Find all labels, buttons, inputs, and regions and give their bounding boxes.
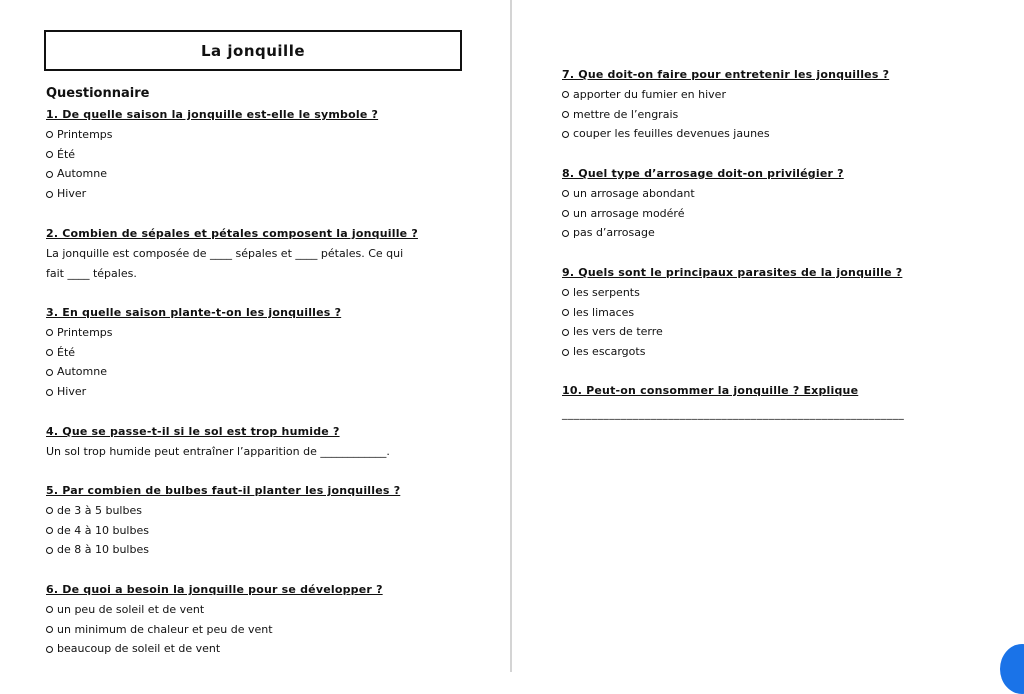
answer-option[interactable]: Été bbox=[46, 145, 378, 165]
radio-circle-icon[interactable] bbox=[562, 210, 569, 217]
radio-circle-icon[interactable] bbox=[562, 91, 569, 98]
question-10-title: 10. Peut-on consommer la jonquille ? Explique bbox=[562, 384, 859, 397]
answer-option[interactable]: les escargots bbox=[562, 342, 902, 362]
answer-option[interactable]: Printemps bbox=[46, 323, 341, 343]
answer-option[interactable]: pas d’arrosage bbox=[562, 223, 844, 243]
answer-option[interactable]: un arrosage modéré bbox=[562, 204, 844, 224]
answer-option[interactable]: de 8 à 10 bulbes bbox=[46, 540, 400, 560]
question-3 bbox=[46, 303, 341, 402]
radio-circle-icon[interactable] bbox=[562, 190, 569, 197]
fill-in-sentence[interactable]: Un sol trop humide peut entraîner l’apparition de ____________. bbox=[46, 444, 390, 458]
answer-option[interactable]: apporter du fumier en hiver bbox=[562, 85, 889, 105]
radio-circle-icon[interactable] bbox=[46, 151, 53, 158]
radio-circle-icon[interactable] bbox=[562, 349, 569, 356]
answer-line[interactable]: __________________________________________________________ bbox=[562, 406, 905, 420]
radio-circle-icon[interactable] bbox=[562, 230, 569, 237]
answer-option[interactable]: couper les feuilles devenues jaunes bbox=[562, 124, 889, 144]
question-2-title: 2. Combien de sépales et pétales composent la jonquille ? bbox=[46, 227, 418, 240]
radio-circle-icon[interactable] bbox=[46, 349, 53, 356]
question-8-title: 8. Quel type d’arrosage doit-on privilégier ? bbox=[562, 167, 844, 180]
answer-option[interactable]: Hiver bbox=[46, 382, 341, 402]
radio-circle-icon[interactable] bbox=[46, 606, 53, 613]
radio-circle-icon[interactable] bbox=[46, 547, 53, 554]
radio-circle-icon[interactable] bbox=[46, 329, 53, 336]
answer-option[interactable]: les vers de terre bbox=[562, 322, 902, 342]
answer-option[interactable]: un arrosage abondant bbox=[562, 184, 844, 204]
question-2 bbox=[46, 224, 456, 283]
question-7-title: 7. Que doit-on faire pour entretenir les jonquilles ? bbox=[562, 68, 890, 81]
answer-option[interactable]: Automne bbox=[46, 362, 341, 382]
answer-option[interactable]: beaucoup de soleil et de vent bbox=[46, 639, 383, 659]
radio-circle-icon[interactable] bbox=[46, 389, 53, 396]
title-text: La jonquille bbox=[200, 41, 306, 60]
radio-circle-icon[interactable] bbox=[562, 111, 569, 118]
question-4 bbox=[46, 422, 456, 462]
radio-circle-icon[interactable] bbox=[46, 646, 53, 653]
radio-circle-icon[interactable] bbox=[46, 369, 53, 376]
question-4-title: 4. Que se passe-t-il si le sol est trop humide ? bbox=[46, 425, 340, 438]
answer-option[interactable]: les serpents bbox=[562, 283, 902, 303]
question-3-title: 3. En quelle saison plante-t-on les jonquilles ? bbox=[46, 306, 342, 319]
radio-circle-icon[interactable] bbox=[46, 171, 53, 178]
radio-circle-icon[interactable] bbox=[562, 289, 569, 296]
answer-option[interactable]: un minimum de chaleur et peu de vent bbox=[46, 620, 383, 640]
question-6 bbox=[46, 580, 383, 659]
question-5-title: 5. Par combien de bulbes faut-il planter les jonquilles ? bbox=[46, 484, 401, 497]
answer-option[interactable]: Automne bbox=[46, 164, 378, 184]
question-8 bbox=[562, 164, 844, 243]
answer-option[interactable]: de 4 à 10 bulbes bbox=[46, 521, 400, 541]
question-9-title: 9. Quels sont le principaux parasites de la jonquille ? bbox=[562, 266, 903, 279]
radio-circle-icon[interactable] bbox=[46, 527, 53, 534]
answer-option[interactable]: Hiver bbox=[46, 184, 378, 204]
question-10 bbox=[562, 381, 904, 424]
answer-option[interactable]: Été bbox=[46, 343, 341, 363]
radio-circle-icon[interactable] bbox=[46, 131, 53, 138]
worksheet-page-left bbox=[0, 0, 510, 672]
answer-option[interactable]: Printemps bbox=[46, 125, 378, 145]
answer-option[interactable]: mettre de l’engrais bbox=[562, 105, 889, 125]
worksheet-title bbox=[44, 30, 462, 71]
radio-circle-icon[interactable] bbox=[46, 507, 53, 514]
worksheet-page-right bbox=[512, 0, 1024, 672]
question-6-title: 6. De quoi a besoin la jonquille pour se développer ? bbox=[46, 583, 383, 596]
question-1 bbox=[46, 105, 378, 204]
answer-option[interactable]: un peu de soleil et de vent bbox=[46, 600, 383, 620]
answer-option[interactable]: les limaces bbox=[562, 303, 902, 323]
question-5 bbox=[46, 481, 400, 560]
section-heading: Questionnaire bbox=[46, 86, 150, 101]
radio-circle-icon[interactable] bbox=[562, 329, 569, 336]
answer-option[interactable]: de 3 à 5 bulbes bbox=[46, 501, 400, 521]
radio-circle-icon[interactable] bbox=[46, 626, 53, 633]
radio-circle-icon[interactable] bbox=[562, 309, 569, 316]
question-1-title: 1. De quelle saison la jonquille est-elle le symbole ? bbox=[46, 108, 379, 121]
question-9 bbox=[562, 263, 902, 362]
fill-in-sentence[interactable]: La jonquille est composée de ____ sépales et ____ pétales. Ce qui bbox=[46, 246, 404, 260]
question-7 bbox=[562, 65, 889, 144]
fill-in-sentence[interactable]: fait ____ tépales. bbox=[46, 266, 137, 280]
radio-circle-icon[interactable] bbox=[562, 131, 569, 138]
radio-circle-icon[interactable] bbox=[46, 191, 53, 198]
